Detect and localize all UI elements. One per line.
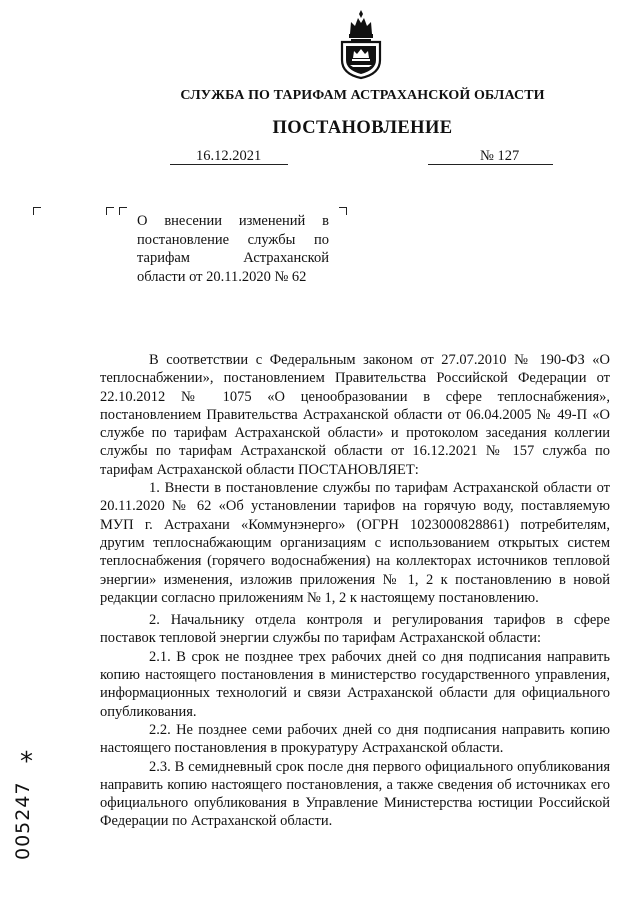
preamble-paragraph: В соответствии с Федеральным законом от 27.07.2010 № 190-ФЗ «О теплоснабжении», постановлением Правительства Российской Федерации от 22.10.2012 № 1075 «О ценообразовании в сфере теплоснабжения», постановлением Правительства Астраханской области от 06.04.2005 № 49-П «О службе по тарифам Астраханской области» и протоколом заседания коллегии службы по тарифам Астраханской области от 16.12.2021 № 157 служба по тарифам Астраханской области ПОСТАНОВЛЯЕТ: [100,352,610,478]
subject-line: О внесении изменений в [137,213,329,229]
clause-2-1-paragraph: 2.1. В срок не позднее трех рабочих дней со дня подписания направить копию настоящего постановления в министерство государственного управления, информационных технологий и связи Астраханской области для официального опубликования. [100,648,610,720]
document-date: 16.12.2021 [196,148,262,164]
document-type-title: ПОСТАНОВЛЕНИЕ [272,118,453,138]
date-underline [170,164,288,165]
corner-bracket-left [33,207,41,215]
corner-bracket-subject-left [106,207,114,215]
number-underline [428,164,553,165]
document-body [100,351,610,831]
clause-2-2-paragraph: 2.2. Не позднее семи рабочих дней со дня подписания направить копию настоящего постановления в прокуратуру Астраханской области. [100,721,610,757]
coat-of-arms-emblem [336,8,386,80]
document-subject [137,212,329,286]
clause-1-paragraph: 1. Внести в постановление службы по тарифам Астраханской области от 20.11.2020 № 62 «Об установлении тарифов на горячую воду, поставляемую МУП г. Астрахани «Коммунэнерго» (ОГРН 1023000828861) потребителям, другим теплоснабжающим организациям с использованием открытых систем теплоснабжения (горячего водоснабжения) на коллекторах источников тепловой энергии» изменения, изложив приложения № 1, 2 к постановлению в новой редакции согласно приложениям № 1, 2 к настоящему постановлению. [100,480,610,606]
corner-bracket-subject-left-inner [119,207,127,215]
corner-bracket-subject-right [339,207,347,215]
side-stamp-star: * [20,747,33,777]
agency-name: СЛУЖБА ПО ТАРИФАМ АСТРАХАНСКОЙ ОБЛАСТИ [180,88,545,103]
subject-line: области от 20.11.2020 № 62 [137,268,307,285]
clause-2-paragraph: 2. Начальнику отдела контроля и регулирования тарифов в сфере поставок тепловой энергии службы по тарифам Астраханской области: [100,612,610,647]
side-stamp-code: 005247 [12,781,34,860]
clause-2-3-paragraph: 2.3. В семидневный срок после дня первого официального опубликования направить копию настоящего постановления, а также сведения об источниках его официального опубликования в Управление Министерства юстиции Российской Федерации по Астраханской области. [100,758,610,830]
document-number: № 127 [480,148,520,164]
subject-line: тарифам Астраханской [137,250,329,267]
subject-line: постановление службы по [137,231,329,248]
